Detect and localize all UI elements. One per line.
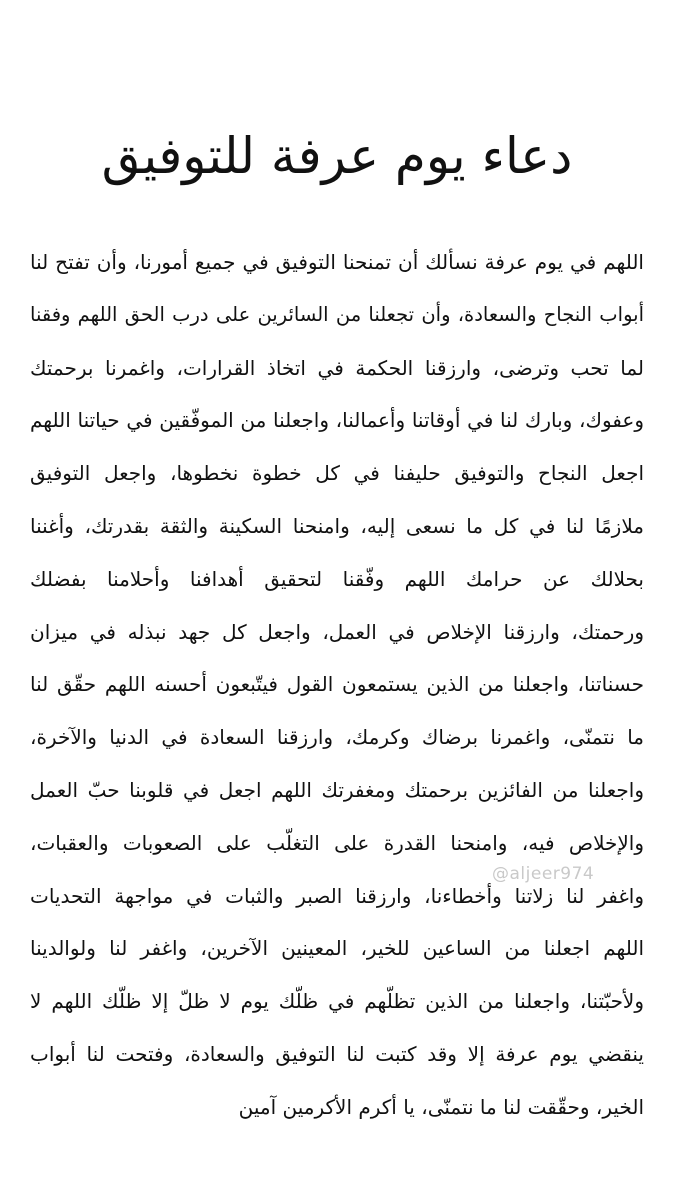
- prayer-line: الخير، وحقّقت لنا ما نتمنّى، يا أكرم الأكرمين آمين: [238, 1094, 644, 1119]
- prayer-line: والإخلاص فيه، وامنحنا القدرة على التغلّب على الصعوبات والعقبات،: [30, 830, 644, 855]
- prayer-line: واغفر لنا زلاتنا وأخطاءنا، وارزقنا الصبر والثبات في مواجهة التحديات: [30, 883, 644, 908]
- prayer-text: [30, 236, 644, 1134]
- watermark: @aljeer974: [492, 864, 595, 884]
- prayer-line: اللهم في يوم عرفة نسألك أن تمنحنا التوفيق في جميع أمورنا، وأن تفتح لنا: [30, 250, 644, 274]
- prayer-line: اللهم اجعلنا من الساعين للخير، المعينين الآخرين، واغفر لنا ولوالدينا: [30, 936, 644, 961]
- prayer-line: اجعل النجاح والتوفيق حليفنا في كل خطوة نخطوها، واجعل التوفيق: [30, 461, 644, 486]
- prayer-line: لما تحب وترضى، وارزقنا الحكمة في اتخاذ القرارات، واغمرنا برحمتك: [30, 355, 644, 380]
- prayer-line: ما نتمنّى، واغمرنا برضاك وكرمك، وارزقنا السعادة في الدنيا والآخرة،: [30, 725, 644, 750]
- prayer-line: أبواب النجاح والسعادة، وأن تجعلنا من السائرين على درب الحق اللهم وفقنا: [30, 302, 644, 326]
- prayer-line: ورحمتك، وارزقنا الإخلاص في العمل، واجعل كل جهد نبذله في ميزان: [30, 619, 644, 644]
- prayer-line: ولأحبّتنا، واجعلنا من الذين تظلّهم في ظلّك يوم لا ظلّ إلا ظلّك اللهم لا: [30, 989, 644, 1014]
- prayer-line: وعفوك، وبارك لنا في أوقاتنا وأعمالنا، واجعلنا من الموفّقين في حياتنا اللهم: [30, 408, 644, 433]
- prayer-line: ينقضي يوم عرفة إلا وقد كتبت لنا التوفيق والسعادة، وفتحت لنا أبواب: [30, 1041, 644, 1066]
- page-title: دعاء يوم عرفة للتوفيق: [101, 127, 573, 185]
- prayer-line: واجعلنا من الفائزين برحمتك ومغفرتك اللهم اجعل في قلوبنا حبّ العمل: [30, 777, 644, 802]
- prayer-line: بحلالك عن حرامك اللهم وفّقنا لتحقيق أهدافنا وأحلامنا بفضلك: [30, 566, 644, 591]
- prayer-line: ملازمًا لنا في كل ما نسعى إليه، وامنحنا السكينة والثقة بقدرتك، وأغننا: [30, 513, 644, 538]
- prayer-line: حسناتنا، واجعلنا من الذين يستمعون القول فيتّبعون أحسنه اللهم حقّق لنا: [30, 672, 644, 697]
